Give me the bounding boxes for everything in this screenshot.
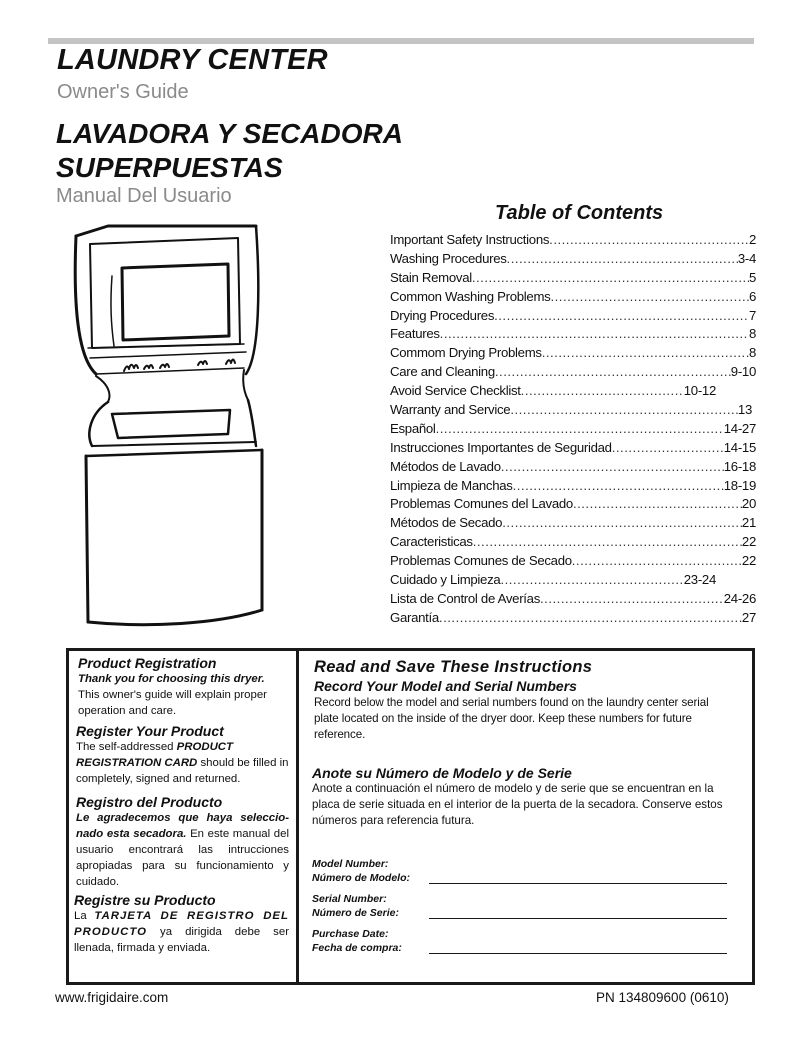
- part-number: PN 134809600 (0610): [596, 990, 729, 1005]
- toc-item: Problemas Comunes de Secado ..... 22: [390, 553, 756, 572]
- registro-producto-text: Le agradecemos que haya seleccio-nado esta secadora. En este manual del usuario encontrará las intrucciones apropiadas para su funcionamiento y cuidado.: [76, 812, 289, 889]
- toc-title: Table of Contents: [495, 202, 664, 224]
- toc-item: Lista de Control de Averías ..... 24-26: [390, 591, 756, 610]
- box-divider: [296, 650, 299, 984]
- toc-item: Caracteristicas ..... 22: [390, 534, 756, 553]
- purchase-date-line[interactable]: [429, 953, 727, 954]
- registration-column: [76, 654, 289, 957]
- toc-item: Care and Cleaning ..... 9-10: [390, 364, 756, 383]
- toc-item: Métodos de Secado ..... 21: [390, 515, 756, 534]
- toc-item: Garantía ..... 27: [390, 610, 756, 629]
- anote-numero-heading: Anote su Número de Modelo y de Serie: [312, 765, 572, 781]
- register-product-heading: Register Your Product: [76, 722, 224, 739]
- serial-number-line[interactable]: [429, 918, 727, 919]
- model-number-field: Model Number: Número de Modelo:: [312, 857, 732, 892]
- product-registration-heading: Product Registration: [78, 655, 217, 671]
- toc-item: Commom Drying Problems ..... 8: [390, 345, 756, 364]
- toc-item: Drying Procedures ..... 7: [390, 308, 756, 327]
- toc-item: Stain Removal ..... 5: [390, 270, 756, 289]
- purchase-date-field: Purchase Date: Fecha de compra:: [312, 927, 732, 962]
- toc-item: Common Washing Problems ..... 6: [390, 289, 756, 308]
- model-number-line[interactable]: [429, 883, 727, 884]
- record-numbers-heading: Record Your Model and Serial Numbers: [314, 678, 577, 694]
- registre-producto-text: La TARJETA DE REGISTRO DEL PRODUCTO ya dirigida debe ser llenada, firmada y enviada.: [74, 909, 289, 954]
- toc-item: Warranty and Service ..... 13: [390, 402, 756, 421]
- toc-item: Instrucciones Importantes de Seguridad ..... 14-15: [390, 440, 756, 459]
- toc-item: Cuidado y Limpieza ..... 23-24: [390, 572, 756, 591]
- register-product-text: The self-addressed PRODUCT REGISTRATION CARD should be filled in completely, signed and returned.: [76, 740, 289, 785]
- toc-item: Features ..... 8: [390, 326, 756, 345]
- serial-number-field: Serial Number: Número de Serie:: [312, 892, 732, 927]
- record-numbers-text: Record below the model and serial numbers found on the laundry center serial plate located on the inside of the dryer door. Keep these numbers for future reference.: [314, 696, 709, 741]
- subtitle-manual-usuario: Manual Del Usuario: [56, 185, 232, 207]
- toc-item: Métodos de Lavado ..... 16-18: [390, 459, 756, 478]
- registre-producto-heading: Registre su Producto: [74, 891, 216, 908]
- title-laundry-center: LAUNDRY CENTER: [57, 44, 328, 76]
- table-of-contents: [390, 232, 756, 629]
- instructions-column: [314, 658, 730, 829]
- toc-item: Español ..... 14-27: [390, 421, 756, 440]
- title-spanish-line2: SUPERPUESTAS: [56, 152, 283, 183]
- anote-numero-text: Anote a continuación el número de modelo y de serie que se encuentran en la placa de serie situada en el interior de la puerta de la secadora. Conserve estos números para referencia futura.: [312, 782, 723, 827]
- read-save-heading: Read and Save These Instructions: [314, 658, 593, 676]
- record-fields: [312, 857, 732, 962]
- toc-item: Limpieza de Manchas ..... 18-19: [390, 478, 756, 497]
- toc-item: Avoid Service Checklist ..... 10-12: [390, 383, 756, 402]
- toc-item: Important Safety Instructions ..... 2: [390, 232, 756, 251]
- title-spanish-line1: LAVADORA Y SECADORA: [56, 118, 403, 149]
- toc-item: Problemas Comunes del Lavado ..... 20: [390, 496, 756, 515]
- subtitle-owners-guide: Owner's Guide: [57, 81, 189, 103]
- title-spanish: [56, 117, 403, 185]
- registro-producto-heading: Registro del Producto: [76, 794, 223, 811]
- product-registration-text: Thank you for choosing this dryer. This owner's guide will explain proper operation and care.: [78, 673, 267, 717]
- laundry-center-illustration: [68, 224, 268, 628]
- toc-item: Washing Procedures ..... 3-4: [390, 251, 756, 270]
- website-link[interactable]: www.frigidaire.com: [55, 990, 169, 1005]
